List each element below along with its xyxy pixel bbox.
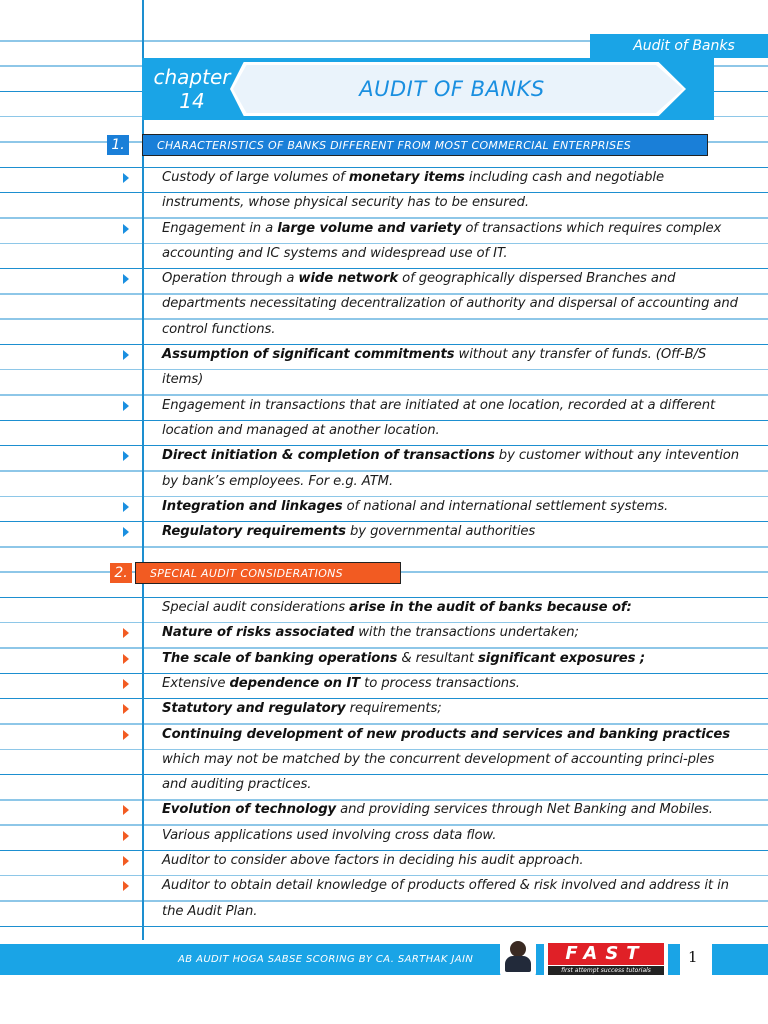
bullet-arrow-icon	[123, 856, 131, 866]
section-2-item: Auditor to consider above factors in deciding his audit approach.	[162, 853, 584, 868]
bullet-arrow-icon	[123, 350, 131, 360]
chapter-label: chapter	[153, 65, 231, 89]
bullet-arrow-icon	[123, 628, 131, 638]
section-2-item: Auditor to obtain detail knowledge of products offered & risk involved and address it in the Audit Plan.	[162, 878, 729, 919]
section-1-item: Direct initiation & completion of transactions by customer without any intevention by bank’s employees. For e.g. ATM.	[162, 448, 740, 489]
fast-logo-tagline: first attempt success tutorials	[548, 966, 664, 975]
bullet-arrow-icon	[123, 881, 131, 891]
section-1-item: Engagement in a large volume and variety of transactions which requires complex accounting and IC systems and widespread use of IT.	[162, 220, 722, 261]
running-header	[590, 34, 768, 58]
footer-slogan: AB AUDIT HOGA SABSE SCORING BY CA. SARTHAK JAIN	[178, 954, 474, 965]
section-2-item: Extensive dependence on IT to process transactions.	[162, 675, 520, 691]
bullet-arrow-icon	[123, 805, 131, 815]
chapter-number: 14	[179, 89, 205, 113]
section-2-item: Evolution of technology and providing services through Net Banking and Mobiles.	[162, 802, 713, 818]
section-2-intro: Special audit considerations arise in the audit of banks because of:	[162, 600, 632, 615]
footer-bar-right	[712, 944, 768, 975]
fast-logo	[544, 941, 668, 977]
section-2-item: Continuing development of new products and services and banking practices which may not be matched by the concurrent development of accounting princi-ples and auditing practices.	[162, 726, 730, 793]
bullet-arrow-icon	[123, 274, 131, 284]
bullet-arrow-icon	[123, 401, 131, 411]
bullet-arrow-icon	[123, 679, 131, 689]
section-1-item: Integration and linkages of national and international settlement systems.	[162, 498, 669, 514]
bullet-arrow-icon	[123, 730, 131, 740]
section-1-number: 1.	[107, 135, 129, 155]
bullet-arrow-icon	[123, 831, 131, 841]
bullet-arrow-icon	[123, 654, 131, 664]
section-1-item: Regulatory requirements by governmental authorities	[162, 524, 536, 540]
chapter-label-box	[142, 58, 242, 120]
section-2-item: Statutory and regulatory requirements;	[162, 701, 442, 717]
bullet-arrow-icon	[123, 527, 131, 537]
section-2-number: 2.	[110, 563, 132, 583]
bullet-arrow-icon	[123, 704, 131, 714]
section-1-item: Custody of large volumes of monetary items including cash and negotiable instruments, whose physical security has to be ensured.	[162, 170, 664, 211]
running-header-text: Audit of Banks	[633, 38, 735, 54]
author-avatar	[500, 937, 536, 977]
chapter-title: AUDIT OF BANKS	[359, 77, 545, 101]
bullet-arrow-icon	[123, 224, 131, 234]
section-2-item: Nature of risks associated with the transactions undertaken;	[162, 625, 579, 641]
chapter-banner	[142, 58, 714, 120]
section-1-item: Assumption of significant commitments without any transfer of funds. (Off-B/S items)	[162, 347, 707, 388]
section-1-item: Engagement in transactions that are initiated at one location, recorded at a different location and managed at another location.	[162, 397, 716, 438]
section-1-item: Operation through a wide network of geographically dispersed Branches and departments necessitating decentralization of authority and dispersal of accounting and control functions.	[162, 271, 738, 337]
bullet-arrow-icon	[123, 451, 131, 461]
section-2-item: Various applications used involving cross data flow.	[162, 827, 497, 843]
bullet-arrow-icon	[123, 502, 131, 512]
fast-logo-word: FAST	[548, 943, 664, 965]
section-1-title: CHARACTERISTICS OF BANKS DIFFERENT FROM MOST COMMERCIAL ENTERPRISES	[142, 134, 708, 156]
avatar-body	[505, 956, 531, 972]
avatar-head	[510, 941, 526, 957]
section-2-title: SPECIAL AUDIT CONSIDERATIONS	[135, 562, 401, 584]
bullet-arrow-icon	[123, 173, 131, 183]
section-2-item: The scale of banking operations & resultant significant exposures ;	[162, 650, 646, 666]
page-number: 1	[688, 948, 698, 966]
